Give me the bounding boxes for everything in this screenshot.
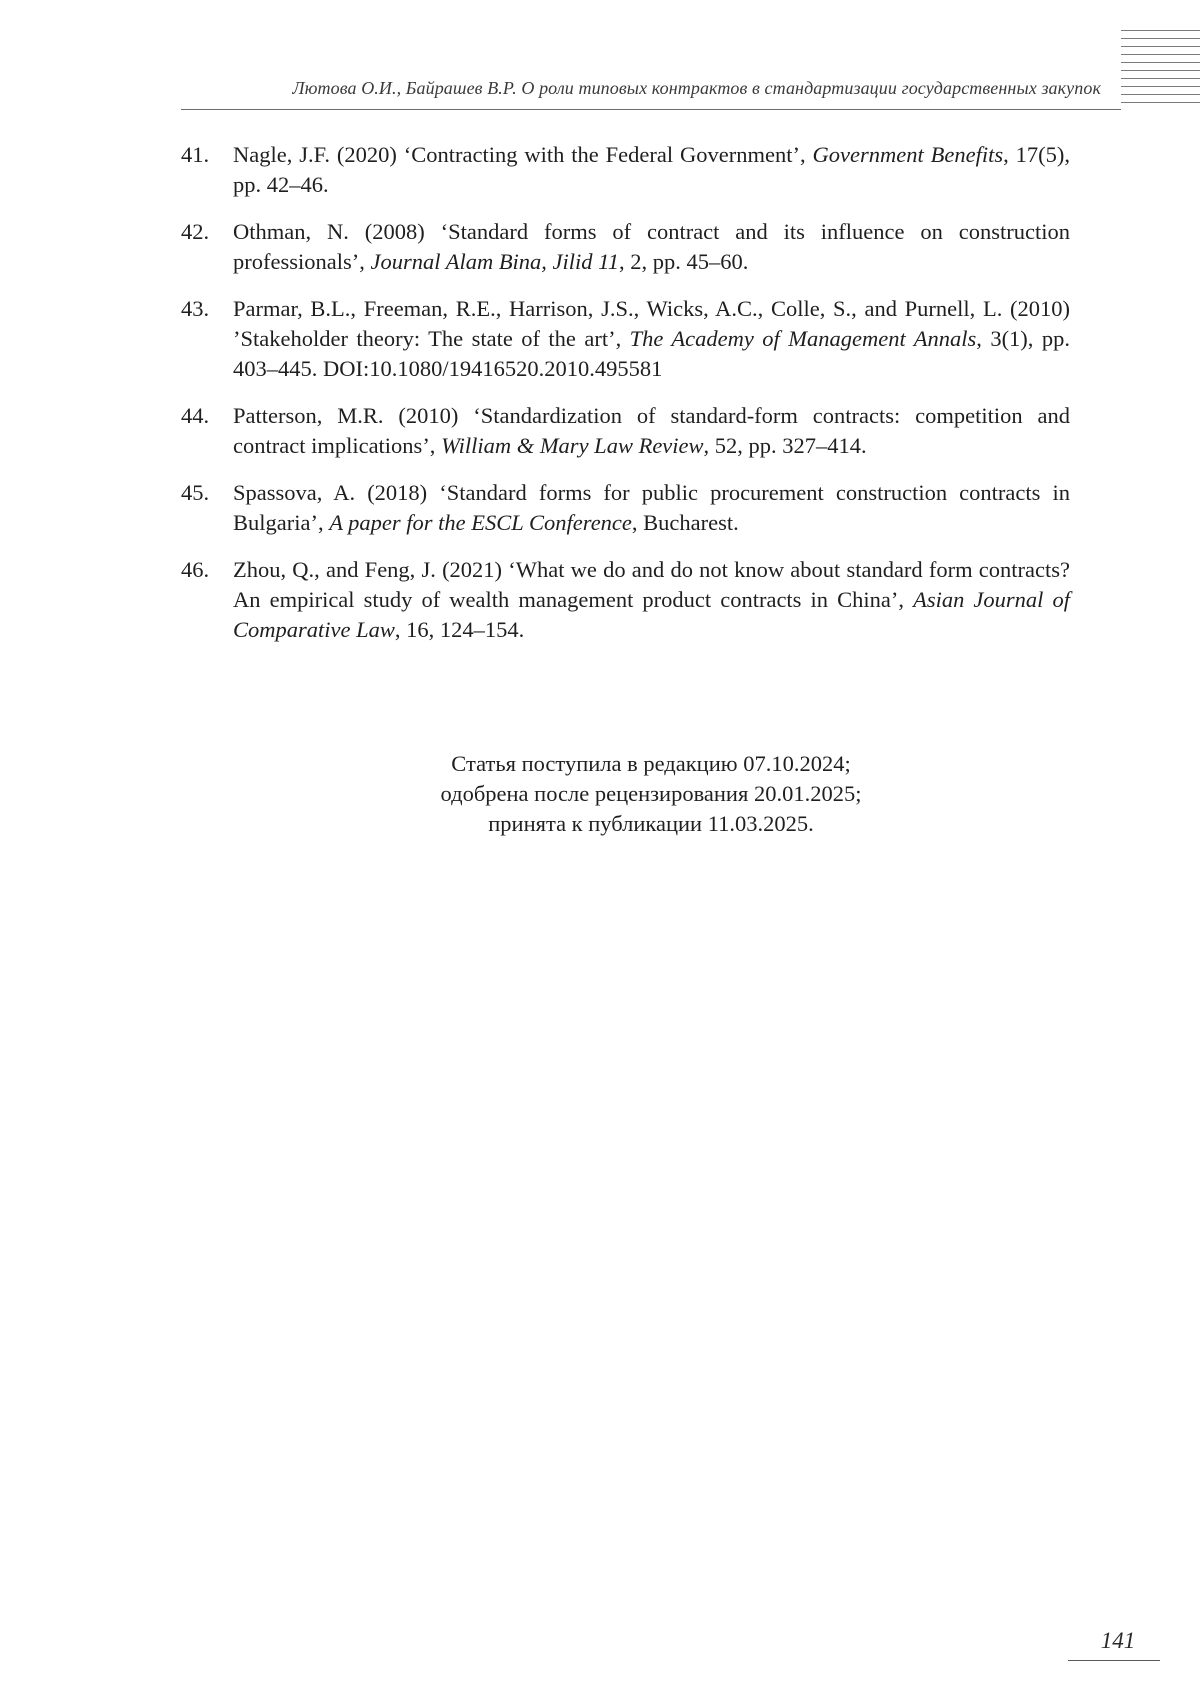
reference-text	[233, 142, 1070, 197]
reference-text	[233, 403, 1070, 458]
reference-item	[181, 555, 1070, 645]
reference-item	[181, 217, 1070, 277]
reference-text-segment: Parmar, B.L., Freeman, R.E., Harrison, J.S., Wicks, A.C., Colle, S., and Purnell, L. (2010) ’Stakeholder theory: The state of the art’,	[233, 296, 1070, 351]
reference-text-segment: Spassova, A. (2018) ‘Standard forms for public procurement construction contracts in Bulgaria’,	[233, 480, 1070, 535]
header-stripes-decoration	[1121, 30, 1200, 110]
reference-list	[181, 140, 1070, 662]
reference-text-segment: Othman, N. (2008) ‘Standard forms of contract and its influence on construction professionals’,	[233, 219, 1070, 274]
reference-number: 45.	[181, 480, 210, 505]
reference-item	[181, 401, 1070, 461]
reference-number: 43.	[181, 296, 210, 321]
reference-source-title: Government Benefits	[812, 142, 1004, 167]
reference-item	[181, 140, 1070, 200]
receipt-note-accepted: принята к публикации 11.03.2025.	[488, 811, 814, 836]
reference-text-segment: , 16, 124–154.	[394, 617, 525, 642]
reference-text-segment: , 52, pp. 327–414.	[703, 433, 867, 458]
reference-source-title: Asian Journal of Comparative Law	[233, 587, 1071, 642]
reference-number: 42.	[181, 219, 210, 244]
reference-source-title: Journal Alam Bina, Jilid 11	[370, 249, 620, 274]
reference-item	[181, 294, 1070, 384]
reference-text-segment: Nagle, J.F. (2020) ‘Contracting with the Federal Government’,	[233, 142, 813, 167]
page-number: 141	[1100, 1628, 1136, 1653]
reference-text-segment: , 2, pp. 45–60.	[619, 249, 749, 274]
reference-text-segment: , Bucharest.	[631, 510, 739, 535]
reference-text-segment: , 17(5), pp. 42–46.	[233, 142, 1070, 197]
reference-source-title: William & Mary Law Review	[441, 433, 704, 458]
reference-number: 44.	[181, 403, 210, 428]
reference-item	[181, 478, 1070, 538]
reference-number: 41.	[181, 142, 210, 167]
reference-text	[233, 480, 1070, 535]
reference-source-title: The Academy of Management Annals	[629, 326, 977, 351]
reference-text-segment: Patterson, M.R. (2010) ‘Standardization of standard-form contracts: competition and contract implications’,	[233, 403, 1070, 458]
reference-text	[233, 296, 1070, 381]
running-head: Лютова О.И., Байрашев В.Р. О роли типовых контрактов в стандартизации государственных закупок	[292, 78, 1101, 98]
reference-text	[233, 557, 1070, 642]
reference-text-segment: Zhou, Q., and Feng, J. (2021) ‘What we do and do not know about standard form contracts? An empirical study of wealth management product contracts in China’,	[233, 557, 1070, 612]
receipt-note	[181, 749, 1121, 839]
header-rule	[181, 109, 1121, 110]
reference-source-title: A paper for the ESCL Conference	[329, 510, 632, 535]
reference-number: 46.	[181, 557, 210, 582]
page-number-rule	[1068, 1660, 1160, 1661]
reference-text-segment: , 3(1), pp. 403–445. DOI:10.1080/19416520.2010.495581	[233, 326, 1070, 381]
reference-text	[233, 219, 1070, 274]
receipt-note-approved: одобрена после рецензирования 20.01.2025;	[440, 781, 862, 806]
receipt-note-received: Статья поступила в редакцию 07.10.2024;	[451, 751, 851, 776]
